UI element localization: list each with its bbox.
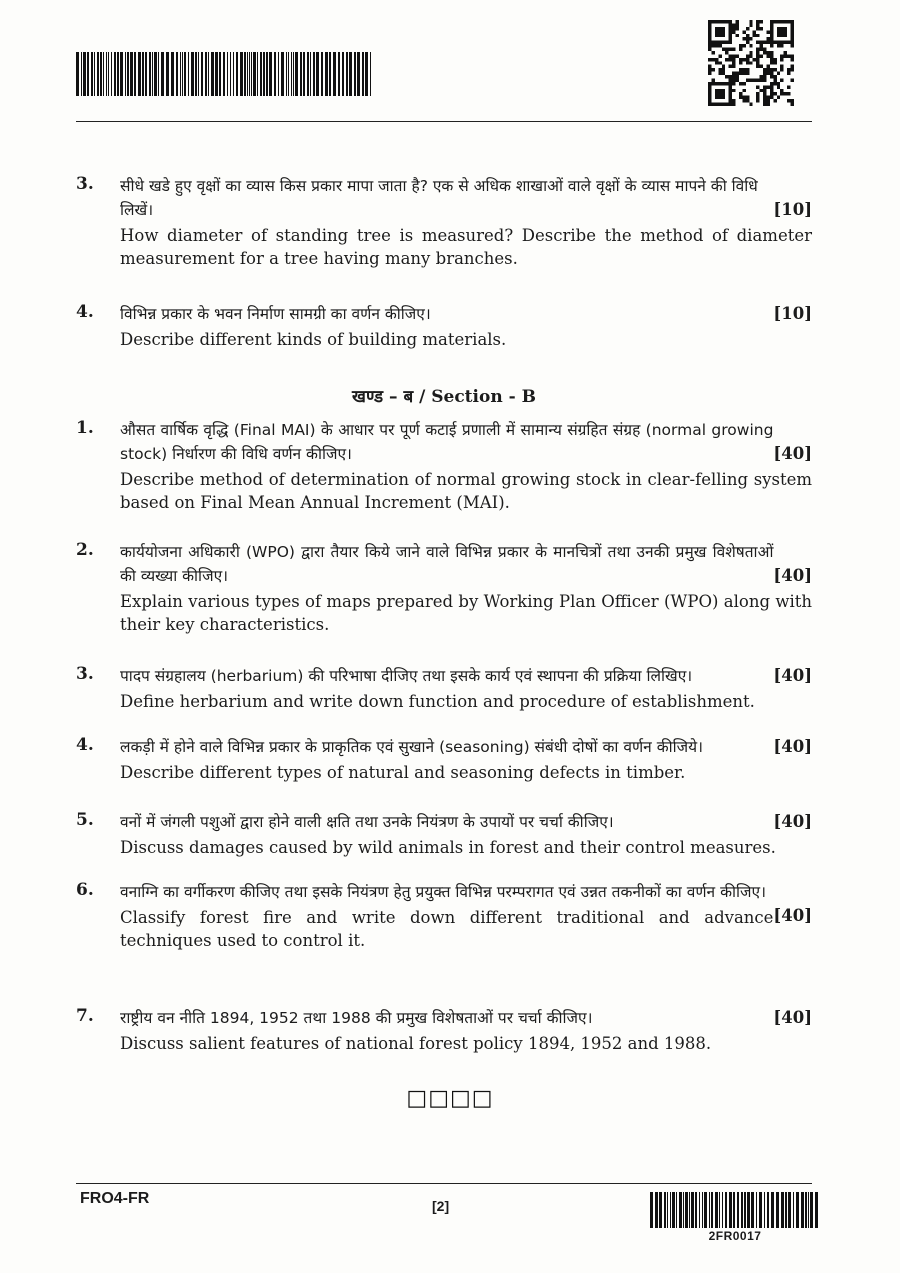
header-rule [76,121,812,122]
question-english: Discuss damages caused by wild animals in forest and their control measures. [120,838,776,857]
barcode-label: 2FR0017 [708,1229,762,1243]
question-marks: [40] [773,444,812,463]
paper-code: FRO4-FR [80,1190,150,1207]
question-number: 5. [76,810,94,830]
question-hindi: [40] लकड़ी में होने वाले विभिन्न प्रकार के प्राकृतिक एवं सुखाने (seasoning) संबंधी दोषों का वर्णन कीजिये। [120,735,812,759]
question-hindi: [40] राष्ट्रीय वन नीति 1894, 1952 तथा 1988 की प्रमुख विशेषताओं पर चर्चा कीजिए। [120,1006,812,1030]
question-hindi: [10] विभिन्न प्रकार के भवन निर्माण सामग्री का वर्णन कीजिए। [120,302,812,326]
question-english: Define herbarium and write down function and procedure of establishment. [120,692,755,711]
question-number: 6. [76,880,94,900]
end-of-paper-marks: □□□□ [406,1086,494,1111]
question-hindi: [40] वनाग्नि का वर्गीकरण कीजिए तथा इसके नियंत्रण हेतु प्रयुक्त विभिन्न परम्परागत एवं उन्नत तकनीकों का वर्णन कीजिए। [120,880,812,904]
bottom-barcode [650,1192,820,1228]
question-b-3 [76,664,812,713]
section-b-heading: खण्ड – ब / Section - B [352,387,536,407]
question-marks: [40] [773,906,812,925]
question-a-3 [76,174,812,270]
question-b-7 [76,1006,812,1055]
question-b-2 [76,540,812,636]
question-b-4 [76,735,812,784]
question-english: How diameter of standing tree is measured? Describe the method of diameter measurement for a tree having many branches. [120,226,812,268]
question-number: 3. [76,174,94,194]
question-a-4 [76,302,812,351]
question-b-5 [76,810,812,859]
question-marks: [10] [773,200,812,219]
question-number: 7. [76,1006,94,1026]
question-english: Describe different types of natural and seasoning defects in timber. [120,763,686,782]
question-number: 3. [76,664,94,684]
question-b-1 [76,418,812,514]
question-marks: [40] [773,737,812,756]
question-marks: [10] [773,304,812,323]
question-marks: [40] [773,1008,812,1027]
question-hindi: [40] वनों में जंगली पशुओं द्वारा होने वाली क्षति तथा उनके नियंत्रण के उपायों पर चर्चा कीजिए। [120,810,812,834]
question-marks: [40] [773,566,812,585]
question-number: 4. [76,302,94,322]
question-english: Discuss salient features of national forest policy 1894, 1952 and 1988. [120,1034,712,1053]
top-barcode [76,52,372,96]
question-hindi: [40] पादप संग्रहालय (herbarium) की परिभाषा दीजिए तथा इसके कार्य एवं स्थापना की प्रक्रिया लिखिए। [120,664,812,688]
footer-rule [76,1183,812,1184]
question-marks: [40] [773,666,812,685]
question-english: Describe method of determination of normal growing stock in clear-felling system based on Final Mean Annual Increment (MAI). [120,470,812,512]
question-hindi: [40] औसत वार्षिक वृद्धि (Final MAI) के आधार पर पूर्ण कटाई प्रणाली में सामान्य संग्रहित संग्रह (normal growing stock) निर्धारण की विधि वर्णन कीजिए। [120,418,812,466]
question-hindi: [40] कार्ययोजना अधिकारी (WPO) द्वारा तैयार किये जाने वाले विभिन्न प्रकार के मानचित्रों तथा उनकी प्रमुख विशेषताओं की व्यख्या कीजिए। [120,540,812,588]
question-b-6 [76,880,812,952]
question-number: 4. [76,735,94,755]
question-english: Describe different kinds of building materials. [120,330,507,349]
question-hindi: [10] सीधे खडे हुए वृक्षों का व्यास किस प्रकार मापा जाता है? एक से अधिक शाखाओं वाले वृक्षों के व्यास मापने की विधि लिखें। [120,174,812,222]
question-marks: [40] [773,812,812,831]
qr-code [706,20,796,106]
question-number: 2. [76,540,94,560]
page-number: [2] [432,1198,450,1214]
question-english: Classify forest fire and write down different traditional and advance techniques used to control it. [120,908,774,950]
question-number: 1. [76,418,94,438]
question-english: Explain various types of maps prepared by Working Plan Officer (WPO) along with their key characteristics. [120,592,812,634]
